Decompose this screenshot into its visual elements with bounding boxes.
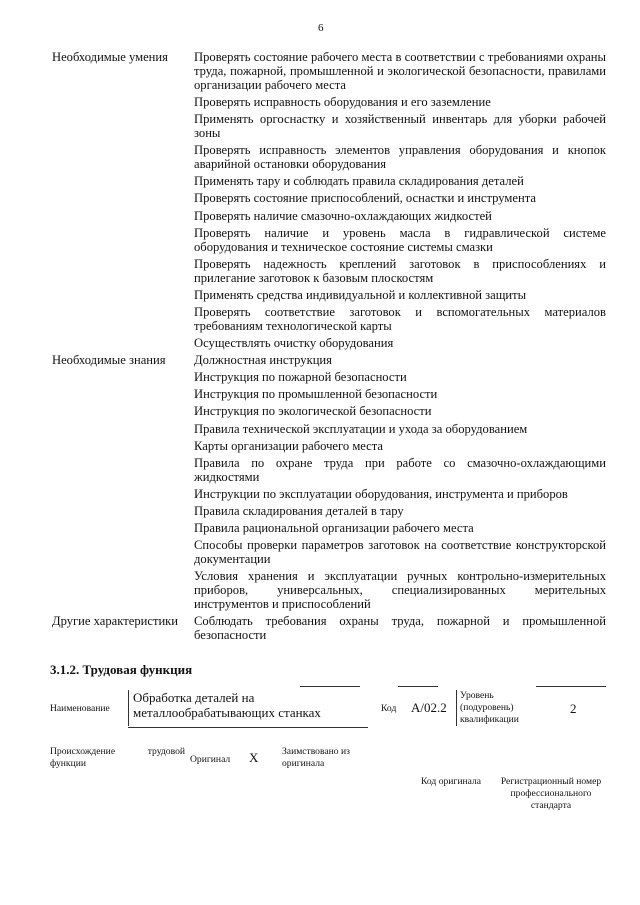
page-number: 6 <box>318 22 324 34</box>
list-item: Применять средства индивидуальной и коллективной защиты <box>194 287 527 302</box>
list-item: Проверять состояние рабочего места в соответствии с требованиями охраны труда, пожарной, промышленной и экологической безопасности, правилами организации рабочего места <box>194 50 606 92</box>
scan-line <box>536 686 606 687</box>
list-item: Проверять исправность элементов управления оборудования и кнопок аварийной остановки оборудования <box>194 143 606 172</box>
row-label: Необходимые знания <box>52 353 166 368</box>
list-item: Инструкция по экологической безопасности <box>194 404 432 419</box>
list-item: Проверять наличие смазочно-охлаждающих жидкостей <box>194 208 492 223</box>
list-item: Правила складирования деталей в тару <box>194 503 404 518</box>
code-value: А/02.2 <box>411 700 447 715</box>
list-item: Проверять состояние приспособлений, оснастки и инструмента <box>194 191 536 206</box>
scan-line <box>300 686 360 687</box>
row-label: Другие характеристики <box>52 614 179 629</box>
scan-line <box>398 686 438 687</box>
list-item: Проверять исправность оборудования и его заземление <box>194 95 491 110</box>
code-original-label: Код оригинала <box>420 776 482 787</box>
list-item: Правила технической эксплуатации и ухода за оборудованием <box>194 421 528 436</box>
box-border <box>456 690 457 726</box>
list-item: Правила по охране труда при работе со смазочно-охлаждающими жидкостями <box>194 455 606 484</box>
list-item: Правила рациональной организации рабочего места <box>194 520 474 535</box>
origin-label: Происхождение трудовой функции <box>50 746 185 769</box>
box-border <box>128 727 368 728</box>
list-item: Проверять наличие и уровень масла в гидравлической системе оборудования и техническое состояние системы смазки <box>194 225 606 254</box>
requirements-row-knowledge <box>52 353 608 614</box>
box-border <box>128 690 129 726</box>
requirements-table <box>52 50 608 645</box>
level-value: 2 <box>570 701 577 716</box>
requirements-row-skills <box>52 50 608 353</box>
list-item: Условия хранения и эксплуатации ручных контрольно-измерительных приборов, универсальных, специализированных мерительных инструментов и приспособлений <box>194 569 606 612</box>
list-item: Применять оргоснастку и хозяйственный инвентарь для уборки рабочей зоны <box>194 112 606 141</box>
code-label: Код <box>381 703 397 714</box>
list-item: Инструкции по эксплуатации оборудования, инструмента и приборов <box>194 486 568 501</box>
row-items <box>194 50 606 353</box>
list-item: Проверять соответствие заготовок и вспомогательных материалов требованиям технологической карты <box>194 304 606 333</box>
list-item: Применять тару и соблюдать правила складирования деталей <box>194 174 524 189</box>
reg-number-label: Регистрационный номер профессионального стандарта <box>500 776 602 811</box>
list-item: Проверять надежность креплений заготовок в приспособлениях и прилегание заготовок к базовым плоскостям <box>194 256 606 285</box>
row-label: Необходимые умения <box>52 50 168 64</box>
function-name: Обработка деталей на металлообрабатывающих станках <box>133 690 321 720</box>
level-label: Уровень (подуровень) квалификации <box>460 690 519 725</box>
borrowed-label: Заимствовано из оригинала <box>282 746 350 769</box>
list-item: Соблюдать требования охраны труда, пожарной и промышленной безопасности <box>194 614 606 643</box>
list-item: Способы проверки параметров заготовок на соответствие конструкторской документации <box>194 538 606 567</box>
list-item: Инструкция по пожарной безопасности <box>194 370 407 385</box>
list-item: Осуществлять очистку оборудования <box>194 336 394 351</box>
list-item: Инструкция по промышленной безопасности <box>194 387 438 402</box>
list-item: Карты организации рабочего места <box>194 438 384 453</box>
section-title: 3.1.2. Трудовая функция <box>50 662 193 677</box>
list-item: Должностная инструкция <box>194 353 332 368</box>
name-label: Наименование <box>50 703 110 714</box>
row-items <box>194 614 606 645</box>
requirements-row-other <box>52 614 608 645</box>
original-label: Оригинал <box>190 754 231 765</box>
row-items <box>194 353 606 614</box>
original-mark: X <box>249 750 259 765</box>
